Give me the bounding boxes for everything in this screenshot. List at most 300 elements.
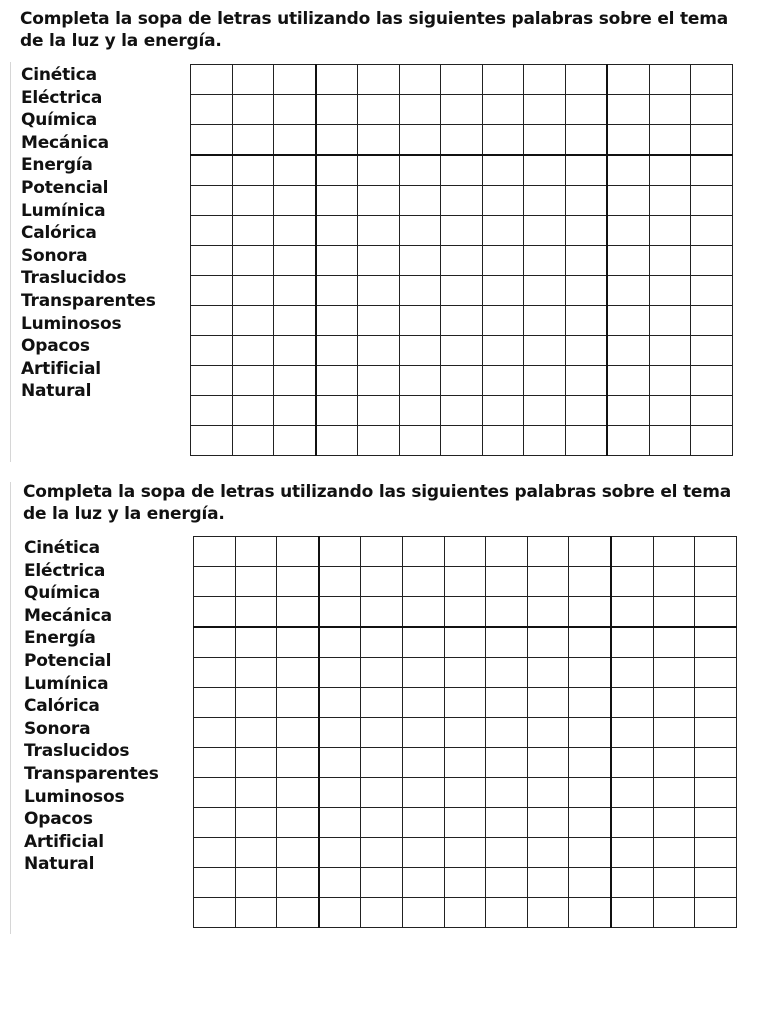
grid-cell	[191, 65, 233, 95]
grid-cell	[235, 567, 277, 597]
grid-cell	[361, 838, 403, 868]
grid-cell	[565, 65, 607, 95]
grid-cell	[235, 838, 277, 868]
grid-cell	[691, 276, 733, 306]
grid-cell	[316, 246, 358, 276]
grid-cell	[653, 718, 695, 748]
grid-cell	[649, 65, 691, 95]
grid-row	[194, 718, 737, 748]
grid-cell	[527, 627, 569, 658]
grid-row	[194, 597, 737, 628]
grid-cell	[194, 567, 236, 597]
grid-row	[191, 216, 733, 246]
grid-cell	[569, 838, 611, 868]
grid-cell	[607, 65, 649, 95]
grid-cell	[235, 778, 277, 808]
grid-cell	[607, 336, 649, 366]
grid-cell	[402, 718, 444, 748]
grid-cell	[399, 216, 441, 246]
grid-cell	[277, 597, 319, 628]
grid-cell	[482, 276, 524, 306]
grid-cell	[402, 688, 444, 718]
grid-cell	[402, 808, 444, 838]
grid-cell	[691, 95, 733, 125]
grid-cell	[277, 838, 319, 868]
grid-cell	[277, 718, 319, 748]
grid-cell	[274, 95, 316, 125]
grid-cell	[402, 778, 444, 808]
grid-cell	[399, 65, 441, 95]
word-list-item: Química	[21, 110, 98, 131]
grid-cell	[191, 366, 233, 396]
grid-cell	[277, 627, 319, 658]
grid-row	[194, 688, 737, 718]
grid-cell	[319, 778, 361, 808]
word-list-item: Calórica	[21, 223, 97, 244]
grid-cell	[695, 688, 737, 718]
grid-cell	[402, 868, 444, 898]
grid-cell	[524, 65, 566, 95]
grid-cell	[361, 718, 403, 748]
grid-cell	[607, 366, 649, 396]
grid-cell	[444, 898, 486, 928]
grid-cell	[653, 748, 695, 778]
grid-cell	[361, 567, 403, 597]
grid-cell	[441, 396, 483, 426]
word-list-item: Traslucidos	[24, 741, 130, 762]
grid-cell	[441, 366, 483, 396]
grid-row	[191, 276, 733, 306]
grid-cell	[361, 898, 403, 928]
instructions-text: Completa la sopa de letras utilizando las siguientes palabras sobre el tema de la luz y la energía.	[20, 9, 729, 51]
grid-cell	[274, 426, 316, 456]
grid-cell	[232, 336, 274, 366]
grid-cell	[319, 688, 361, 718]
grid-cell	[441, 216, 483, 246]
grid-cell	[319, 808, 361, 838]
grid-cell	[441, 336, 483, 366]
grid-cell	[611, 778, 653, 808]
word-list-item: Calórica	[24, 696, 100, 717]
grid-cell	[399, 95, 441, 125]
grid-cell	[649, 426, 691, 456]
word-list-item: Química	[24, 583, 101, 604]
grid-cell	[691, 125, 733, 156]
grid-cell	[232, 125, 274, 156]
grid-cell	[399, 246, 441, 276]
grid-cell	[361, 688, 403, 718]
grid-cell	[277, 748, 319, 778]
grid-cell	[691, 396, 733, 426]
margin-line	[10, 482, 11, 934]
grid-cell	[691, 426, 733, 456]
grid-cell	[486, 567, 528, 597]
grid-cell	[695, 838, 737, 868]
grid-cell	[524, 246, 566, 276]
grid-cell	[486, 808, 528, 838]
grid-row	[191, 366, 733, 396]
grid-cell	[649, 216, 691, 246]
grid-cell	[444, 868, 486, 898]
grid-cell	[274, 246, 316, 276]
grid-cell	[486, 537, 528, 567]
grid-cell	[232, 186, 274, 216]
grid-cell	[524, 366, 566, 396]
grid-cell	[691, 65, 733, 95]
grid-cell	[611, 838, 653, 868]
grid-cell	[486, 838, 528, 868]
grid-cell	[191, 216, 233, 246]
grid-cell	[402, 537, 444, 567]
grid-cell	[695, 658, 737, 688]
grid-cell	[319, 718, 361, 748]
grid-cell	[569, 748, 611, 778]
grid-cell	[444, 627, 486, 658]
grid-cell	[524, 306, 566, 336]
grid-cell	[649, 336, 691, 366]
grid-cell	[191, 426, 233, 456]
word-list-item: Eléctrica	[24, 560, 106, 581]
grid-cell	[441, 246, 483, 276]
grid-cell	[524, 155, 566, 186]
grid-cell	[691, 155, 733, 186]
grid-cell	[361, 778, 403, 808]
grid-cell	[358, 95, 400, 125]
grid-cell	[649, 366, 691, 396]
grid-cell	[402, 627, 444, 658]
grid-cell	[402, 597, 444, 628]
grid-cell	[486, 688, 528, 718]
word-list-item: Opacos	[24, 809, 93, 830]
grid-cell	[235, 688, 277, 718]
word-list-item: Luminosos	[21, 313, 122, 334]
grid-row	[191, 125, 733, 156]
grid-cell	[399, 276, 441, 306]
grid-cell	[235, 748, 277, 778]
grid-cell	[235, 898, 277, 928]
grid-cell	[319, 898, 361, 928]
grid-cell	[691, 366, 733, 396]
grid-cell	[482, 216, 524, 246]
grid-cell	[486, 658, 528, 688]
grid-cell	[569, 898, 611, 928]
grid-cell	[277, 898, 319, 928]
grid-cell	[695, 597, 737, 628]
grid-cell	[441, 65, 483, 95]
grid-cell	[482, 306, 524, 336]
grid-cell	[611, 658, 653, 688]
grid-cell	[232, 216, 274, 246]
grid-cell	[565, 396, 607, 426]
grid-cell	[444, 567, 486, 597]
grid-cell	[527, 688, 569, 718]
grid-cell	[565, 125, 607, 156]
grid-cell	[482, 65, 524, 95]
grid-cell	[444, 808, 486, 838]
grid-cell	[527, 898, 569, 928]
grid-cell	[486, 868, 528, 898]
grid-cell	[361, 658, 403, 688]
grid-cell	[527, 567, 569, 597]
grid-cell	[191, 95, 233, 125]
grid-cell	[527, 838, 569, 868]
grid-cell	[611, 597, 653, 628]
grid-cell	[399, 125, 441, 156]
grid-cell	[191, 186, 233, 216]
grid-cell	[653, 658, 695, 688]
grid-cell	[611, 898, 653, 928]
grid-cell	[235, 597, 277, 628]
grid-cell	[607, 95, 649, 125]
grid-cell	[319, 748, 361, 778]
word-list-item: Natural	[21, 381, 92, 402]
grid-cell	[232, 306, 274, 336]
grid-cell	[232, 396, 274, 426]
grid-cell	[653, 627, 695, 658]
grid-cell	[274, 306, 316, 336]
grid-cell	[653, 567, 695, 597]
grid-cell	[194, 778, 236, 808]
word-list-item: Potencial	[24, 650, 112, 671]
word-list-item: Transparentes	[24, 763, 159, 784]
grid-cell	[319, 567, 361, 597]
worksheet-2	[0, 472, 768, 942]
word-list-item: Lumínica	[21, 200, 106, 221]
grid-row	[191, 336, 733, 366]
grid-cell	[235, 537, 277, 567]
grid-cell	[611, 688, 653, 718]
grid-cell	[277, 658, 319, 688]
word-list-item: Lumínica	[24, 673, 109, 694]
grid-cell	[441, 95, 483, 125]
grid-cell	[232, 155, 274, 186]
grid-cell	[441, 125, 483, 156]
grid-cell	[441, 426, 483, 456]
grid-cell	[358, 155, 400, 186]
grid-cell	[482, 95, 524, 125]
grid-cell	[361, 748, 403, 778]
grid-cell	[527, 868, 569, 898]
word-list-item: Artificial	[24, 831, 104, 852]
grid-cell	[649, 186, 691, 216]
grid-cell	[569, 688, 611, 718]
grid-cell	[194, 627, 236, 658]
grid-cell	[361, 537, 403, 567]
grid-cell	[399, 396, 441, 426]
grid-cell	[316, 276, 358, 306]
grid-cell	[191, 276, 233, 306]
grid-cell	[235, 808, 277, 838]
grid-row	[191, 186, 733, 216]
grid-cell	[194, 868, 236, 898]
word-list-item: Sonora	[21, 245, 88, 266]
grid-cell	[319, 597, 361, 628]
word-list-item: Cinética	[24, 538, 100, 558]
grid-row	[194, 567, 737, 597]
grid-cell	[607, 216, 649, 246]
grid-cell	[444, 778, 486, 808]
grid-cell	[277, 537, 319, 567]
grid-cell	[649, 125, 691, 156]
grid-cell	[358, 426, 400, 456]
grid-cell	[695, 567, 737, 597]
word-list-item: Energía	[21, 155, 93, 176]
word-list-item: Sonora	[24, 718, 91, 739]
grid-cell	[441, 306, 483, 336]
grid-cell	[358, 216, 400, 246]
grid-cell	[274, 396, 316, 426]
grid-cell	[649, 246, 691, 276]
word-list	[24, 537, 159, 876]
grid-cell	[444, 688, 486, 718]
grid-cell	[611, 537, 653, 567]
grid-cell	[565, 95, 607, 125]
grid-cell	[399, 306, 441, 336]
grid-cell	[691, 306, 733, 336]
grid-cell	[444, 597, 486, 628]
grid-cell	[358, 246, 400, 276]
grid-cell	[569, 808, 611, 838]
word-list-item: Energía	[24, 628, 96, 649]
grid-cell	[358, 65, 400, 95]
grid-cell	[695, 778, 737, 808]
grid-cell	[358, 125, 400, 156]
grid-cell	[524, 396, 566, 426]
grid-cell	[691, 246, 733, 276]
grid-cell	[691, 336, 733, 366]
grid-cell	[695, 898, 737, 928]
word-list-item: Eléctrica	[21, 87, 103, 108]
grid-cell	[649, 276, 691, 306]
grid-cell	[565, 306, 607, 336]
grid-cell	[277, 688, 319, 718]
grid-cell	[316, 125, 358, 156]
grid-cell	[569, 567, 611, 597]
grid-cell	[653, 838, 695, 868]
word-list	[21, 64, 156, 403]
grid-cell	[235, 627, 277, 658]
grid-row	[194, 537, 737, 567]
grid-cell	[653, 778, 695, 808]
grid-cell	[191, 155, 233, 186]
grid-cell	[524, 276, 566, 306]
grid-cell	[316, 336, 358, 366]
grid-cell	[232, 246, 274, 276]
grid-cell	[565, 216, 607, 246]
grid-cell	[191, 306, 233, 336]
grid-cell	[194, 838, 236, 868]
grid-cell	[565, 276, 607, 306]
grid-cell	[482, 246, 524, 276]
grid-row	[191, 95, 733, 125]
grid-cell	[565, 426, 607, 456]
grid-cell	[194, 597, 236, 628]
grid-cell	[191, 125, 233, 156]
grid-cell	[277, 808, 319, 838]
grid-cell	[486, 748, 528, 778]
grid-cell	[316, 155, 358, 186]
grid-cell	[277, 868, 319, 898]
grid-cell	[358, 396, 400, 426]
grid-cell	[274, 366, 316, 396]
grid-cell	[319, 627, 361, 658]
grid-cell	[399, 155, 441, 186]
grid-cell	[194, 718, 236, 748]
grid-cell	[482, 366, 524, 396]
word-list-item: Traslucidos	[21, 268, 127, 289]
grid-cell	[569, 778, 611, 808]
grid-cell	[232, 366, 274, 396]
grid-cell	[274, 186, 316, 216]
grid-cell	[361, 868, 403, 898]
grid-cell	[191, 246, 233, 276]
grid-cell	[695, 868, 737, 898]
grid-cell	[527, 537, 569, 567]
grid-cell	[274, 155, 316, 186]
grid-cell	[653, 868, 695, 898]
grid-cell	[653, 808, 695, 838]
grid-cell	[611, 868, 653, 898]
grid-cell	[444, 718, 486, 748]
grid-cell	[316, 186, 358, 216]
grid-cell	[194, 658, 236, 688]
grid-cell	[695, 537, 737, 567]
grid-cell	[361, 627, 403, 658]
grid-cell	[607, 276, 649, 306]
grid-cell	[611, 567, 653, 597]
grid-cell	[274, 65, 316, 95]
grid-cell	[565, 246, 607, 276]
grid-cell	[524, 186, 566, 216]
grid-cell	[653, 597, 695, 628]
grid-cell	[194, 537, 236, 567]
grid-cell	[441, 276, 483, 306]
grid-cell	[399, 426, 441, 456]
grid-cell	[232, 276, 274, 306]
grid-cell	[277, 778, 319, 808]
grid-cell	[695, 808, 737, 838]
grid-cell	[399, 366, 441, 396]
grid-cell	[569, 658, 611, 688]
grid-cell	[191, 396, 233, 426]
grid-cell	[444, 658, 486, 688]
grid-cell	[691, 186, 733, 216]
instructions-text: Completa la sopa de letras utilizando las siguientes palabras sobre el tema de la luz y la energía.	[23, 482, 732, 524]
grid-cell	[611, 808, 653, 838]
grid-cell	[316, 95, 358, 125]
grid-cell	[316, 65, 358, 95]
grid-cell	[653, 688, 695, 718]
grid-cell	[358, 366, 400, 396]
grid-cell	[358, 306, 400, 336]
word-list-item: Mecánica	[24, 605, 112, 626]
grid-cell	[607, 396, 649, 426]
grid-cell	[361, 808, 403, 838]
word-list-item: Potencial	[21, 177, 109, 198]
grid-cell	[402, 898, 444, 928]
grid-cell	[235, 718, 277, 748]
word-list-item: Artificial	[21, 358, 101, 379]
grid-row	[194, 898, 737, 928]
grid-cell	[402, 567, 444, 597]
word-search-grid	[190, 64, 733, 456]
grid-cell	[319, 658, 361, 688]
grid-row	[194, 658, 737, 688]
word-list-item: Mecánica	[21, 132, 109, 153]
grid-cell	[527, 778, 569, 808]
grid-cell	[565, 366, 607, 396]
grid-cell	[274, 125, 316, 156]
